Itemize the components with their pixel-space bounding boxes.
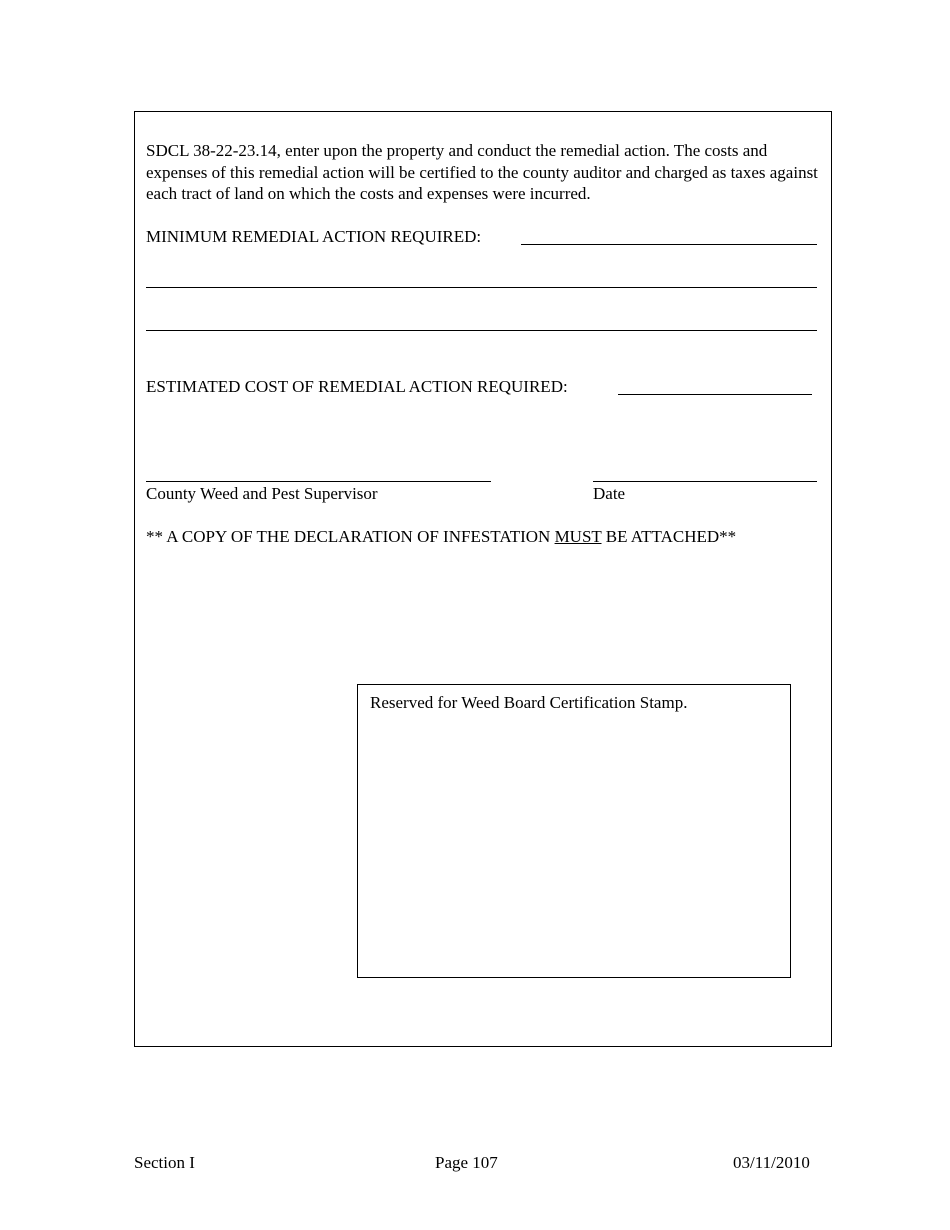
attachment-notice bbox=[146, 526, 736, 548]
supervisor-label: County Weed and Pest Supervisor bbox=[146, 484, 378, 503]
minimum-action-field-line[interactable] bbox=[521, 244, 817, 245]
date-signature-line[interactable] bbox=[593, 481, 817, 482]
minimum-action-field-line-3[interactable] bbox=[146, 330, 817, 331]
footer-section: Section I bbox=[134, 1153, 195, 1172]
stamp-box-label: Reserved for Weed Board Certification Stamp. bbox=[370, 693, 688, 712]
certification-stamp-box bbox=[357, 684, 791, 978]
statute-paragraph: SDCL 38-22-23.14, enter upon the property and conduct the remedial action. The costs and expenses of this remedial action will be certified to the county auditor and charged as taxes against each tract of land on which the costs and expenses were incurred. bbox=[146, 141, 818, 203]
notice-prefix: ** A COPY OF THE DECLARATION OF INFESTATION bbox=[146, 527, 555, 546]
footer-page-number: Page 107 bbox=[435, 1153, 498, 1172]
minimum-action-field-line-2[interactable] bbox=[146, 287, 817, 288]
minimum-action-label: MINIMUM REMEDIAL ACTION REQUIRED: bbox=[146, 227, 482, 246]
date-label: Date bbox=[593, 484, 626, 503]
notice-emphasis: MUST bbox=[554, 527, 602, 546]
footer-date: 03/11/2010 bbox=[733, 1153, 810, 1172]
estimated-cost-label: ESTIMATED COST OF REMEDIAL ACTION REQUIRED: bbox=[146, 377, 568, 396]
notice-suffix: BE ATTACHED** bbox=[601, 527, 737, 546]
supervisor-signature-line[interactable] bbox=[146, 481, 491, 482]
estimated-cost-field-line[interactable] bbox=[618, 394, 812, 395]
